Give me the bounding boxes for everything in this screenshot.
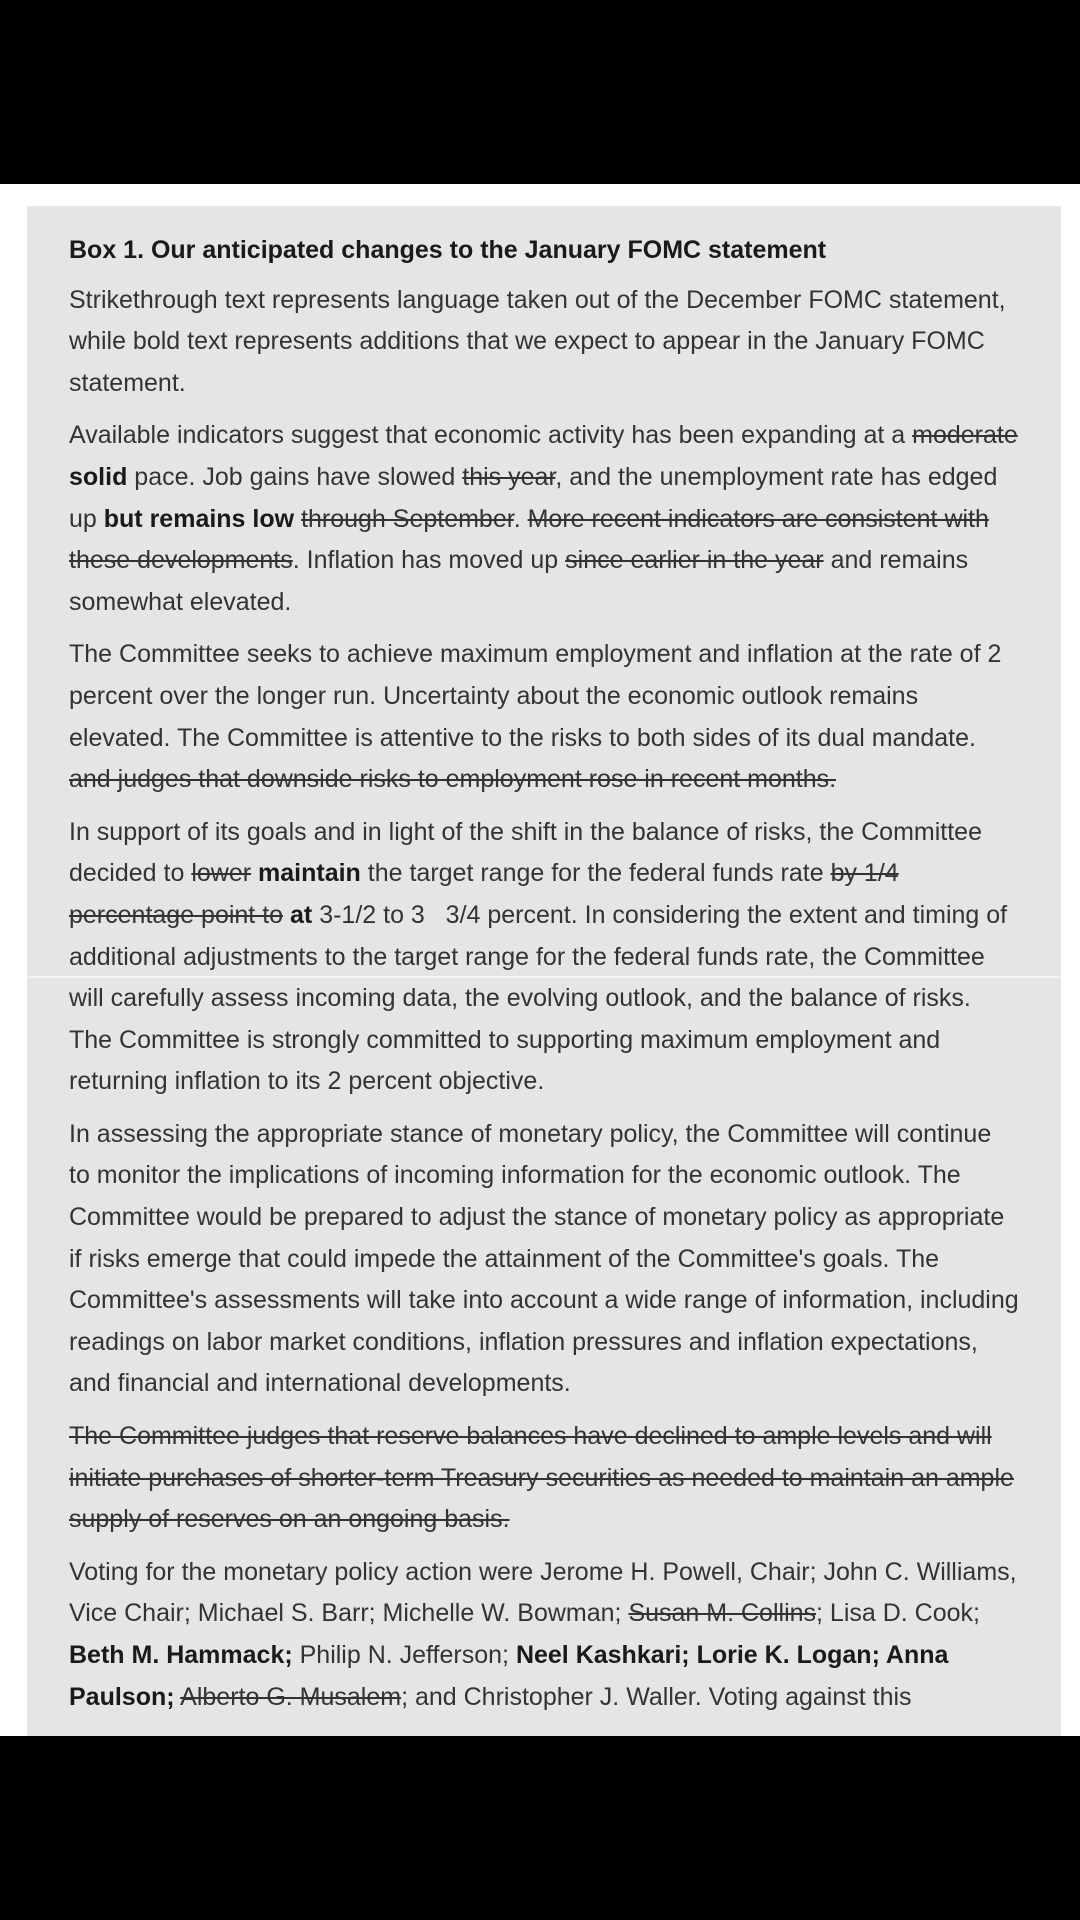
removed-text: moderate bbox=[912, 421, 1018, 450]
added-text: maintain bbox=[258, 859, 361, 888]
statement-paragraph bbox=[69, 1416, 1019, 1541]
statement-text bbox=[294, 505, 301, 533]
statement-text: Available indicators suggest that economic activity has been expanding at a bbox=[69, 421, 913, 450]
statement-text: . Inflation has moved up bbox=[292, 546, 566, 575]
statement-text: 3-1/2 to 3 3/4 percent. In considering the extent and timing of additional adjustments to the target range for the federal funds rate, the Committee will carefully assess incoming data, the evolving outlook, and the balance of risks. The Committee is strongly committed to supporting maximum employment and returning inflation to its 2 percent objective. bbox=[69, 900, 1008, 1096]
removed-text: and judges that downside risks to employment rose in recent months. bbox=[69, 765, 837, 794]
box-body bbox=[69, 280, 1019, 1719]
statement-text: In support of its goals and in light of the shift in the balance of risks, the Committee decided to bbox=[69, 817, 982, 888]
statement-text bbox=[283, 901, 290, 929]
page-seam bbox=[27, 976, 1061, 978]
statement-text bbox=[251, 859, 258, 887]
removed-text: The Committee judges that reserve balances have declined to ample levels and will initiate purchases of shorter-term Treasury securities as needed to maintain an ample supply of reserves on an ongoing basis. bbox=[69, 1422, 1014, 1534]
added-text: Beth M. Hammack; bbox=[69, 1641, 293, 1669]
statement-paragraph bbox=[69, 1114, 1019, 1405]
removed-text: Alberto G. Musalem bbox=[180, 1682, 402, 1711]
statement-text: Voting for the monetary policy action were Jerome H. Powell, Chair; John C. Williams, Vice Chair; Michael S. Barr; Michelle W. Bowman; bbox=[69, 1557, 1017, 1628]
removed-text: Susan M. Collins bbox=[628, 1599, 817, 1628]
statement-text: Strikethrough text represents language taken out of the December FOMC statement, while bold text represents additions that we expect to appear in the January FOMC statement. bbox=[69, 285, 1006, 397]
added-text: at bbox=[290, 900, 313, 929]
statement-box bbox=[27, 206, 1061, 1736]
removed-text: since earlier in the year bbox=[565, 546, 824, 575]
removed-text: through September bbox=[301, 504, 514, 533]
box-title: Box 1. Our anticipated changes to the January FOMC statement bbox=[69, 236, 827, 264]
added-text: Neel Kashkari; Lorie K. Logan; Anna Paulson; bbox=[69, 1641, 949, 1711]
statement-text: pace. Job gains have slowed bbox=[127, 462, 463, 491]
statement-text: . bbox=[513, 504, 528, 533]
added-text: but remains low bbox=[103, 504, 295, 533]
statement-text: and remains somewhat elevated. bbox=[69, 546, 969, 616]
statement-text: The Committee seeks to achieve maximum employment and inflation at the rate of 2 percent over the longer run. Uncertainty about the economic outlook remains elevated. The Committee is attentive to the risks to both sides of its dual mandate. bbox=[69, 640, 1002, 752]
removed-text: More recent indicators are consistent with these developments bbox=[69, 504, 989, 575]
statement-text: In assessing the appropriate stance of monetary policy, the Committee will continue to monitor the implications of incoming information for the economic outlook. The Committee would be prepared to adjust the stance of monetary policy as appropriate if risks emerge that could impede the attainment of the Committee's goals. The Committee's assessments will take into account a wide range of information, including readings on labor market conditions, inflation pressures and inflation expectations, and financial and international developments. bbox=[69, 1119, 1019, 1398]
statement-paragraph bbox=[69, 812, 1019, 1103]
removed-text: this year bbox=[462, 462, 556, 491]
added-text: solid bbox=[69, 462, 128, 491]
statement-paragraph bbox=[69, 634, 1019, 800]
statement-paragraph bbox=[69, 1552, 1019, 1718]
statement-text: Philip N. Jefferson; bbox=[292, 1641, 516, 1669]
removed-text: lower bbox=[191, 859, 252, 888]
statement-text: ; and Christopher J. Waller. Voting against this bbox=[401, 1682, 912, 1711]
removed-text: by 1/4 percentage point to bbox=[69, 859, 899, 929]
document-page bbox=[0, 184, 1080, 1736]
statement-text: , and the unemployment rate has edged up bbox=[69, 462, 998, 533]
statement-paragraph bbox=[69, 280, 1019, 405]
statement-text: ; Lisa D. Cook; bbox=[816, 1599, 980, 1628]
statement-text: the target range for the federal funds rate bbox=[360, 859, 831, 888]
statement-paragraph bbox=[69, 415, 1019, 623]
